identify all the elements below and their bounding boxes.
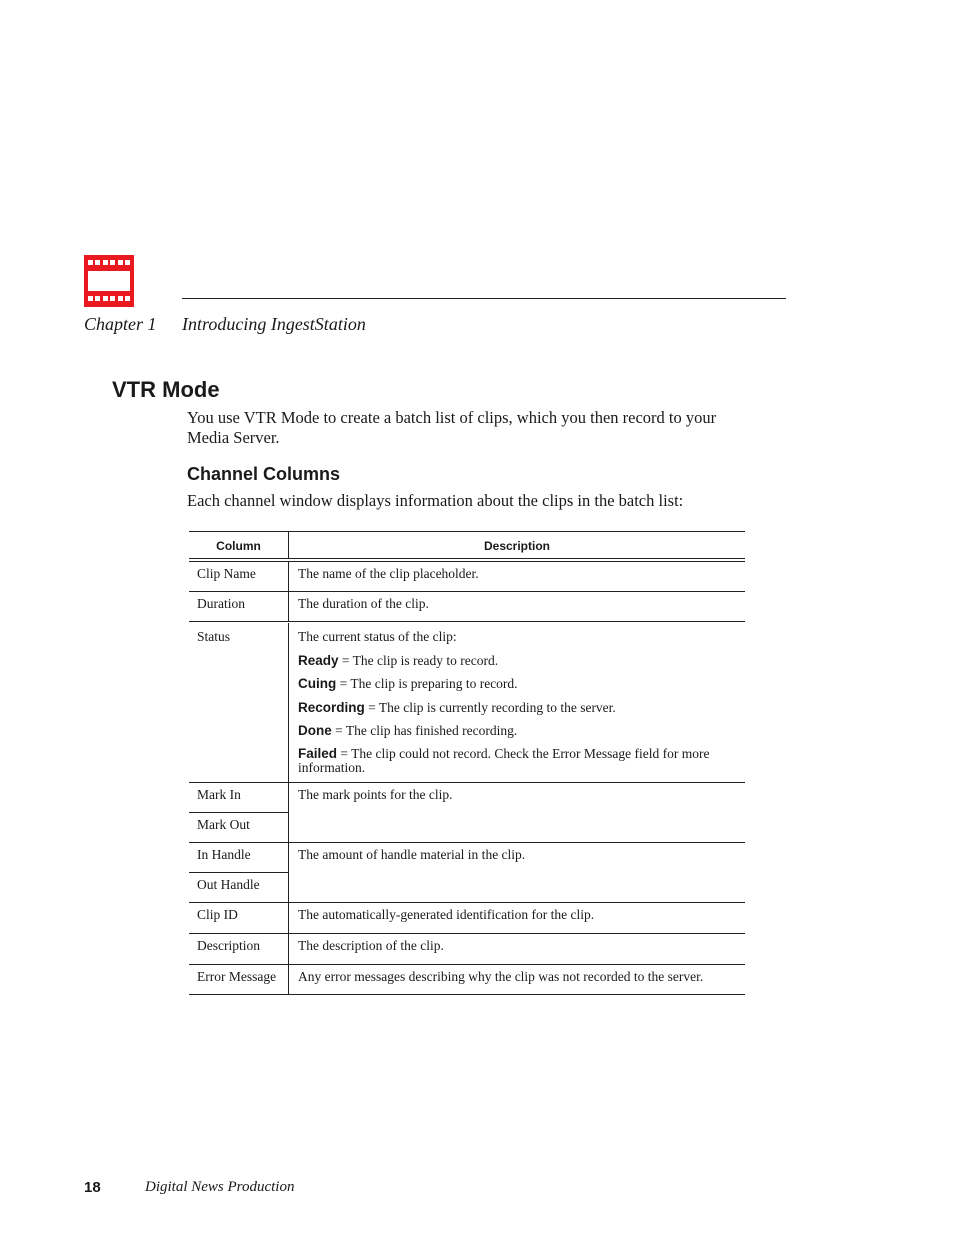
header-description: Description — [483, 539, 550, 553]
channel-columns-table — [189, 531, 745, 995]
description-cell: The amount of handle material in the clip. — [298, 847, 526, 862]
description-cell: Any error messages describing why the clip was not recorded to the server. — [298, 969, 704, 984]
description-cell: The duration of the clip. — [298, 596, 429, 611]
subsection-heading: Channel Columns — [187, 464, 341, 484]
description-cell: The mark points for the clip. — [298, 787, 453, 802]
column-cell: Out Handle — [189, 872, 288, 901]
table-header — [189, 532, 745, 559]
description-cell: The description of the clip. — [298, 938, 444, 953]
description-cell: The automatically-generated identification for the clip. — [298, 907, 595, 922]
status-done: Done = The clip has finished recording. — [298, 723, 518, 738]
chapter-title: Introducing IngestStation — [182, 314, 366, 334]
column-cell: Mark In — [197, 787, 241, 802]
table-row — [189, 783, 745, 843]
description-cell — [289, 623, 745, 782]
column-cell: Error Message — [189, 965, 289, 994]
page-number: 18 — [84, 1179, 101, 1196]
table-row — [189, 903, 745, 934]
table-row — [189, 562, 745, 592]
table-row — [189, 592, 745, 622]
film-strip-icon — [84, 255, 134, 307]
subsection-intro: Each channel window displays information about the clips in the batch list: — [187, 491, 684, 510]
description-cell: The name of the clip placeholder. — [298, 566, 479, 581]
status-intro: The current status of the clip: — [298, 629, 457, 644]
status-cuing: Cuing = The clip is preparing to record. — [298, 676, 518, 691]
table-row — [189, 965, 745, 995]
section-heading: VTR Mode — [112, 377, 220, 402]
header-rule — [182, 298, 786, 299]
column-cell: Clip Name — [189, 562, 289, 591]
column-cell: Clip ID — [189, 903, 289, 933]
column-cell: Status — [189, 623, 289, 782]
status-recording: Recording = The clip is currently recording to the server. — [298, 699, 616, 715]
status-ready: Ready = The clip is ready to record. — [298, 652, 499, 668]
column-cell: Mark Out — [189, 812, 288, 841]
section-intro: You use VTR Mode to create a batch list of clips, which you then record to your Media Server. — [187, 408, 717, 447]
column-cell: Duration — [189, 592, 289, 621]
column-cell: In Handle — [197, 847, 251, 862]
column-cell: Description — [189, 934, 289, 964]
chapter-label: Chapter 1 — [84, 314, 157, 334]
table-row — [189, 622, 745, 783]
header-column: Column — [189, 532, 289, 558]
table-row — [189, 843, 745, 903]
table-row — [189, 934, 745, 965]
status-failed: Failed = The clip could not record. Check the Error Message field for more information. — [298, 745, 710, 775]
footer-title: Digital News Production — [145, 1179, 295, 1195]
